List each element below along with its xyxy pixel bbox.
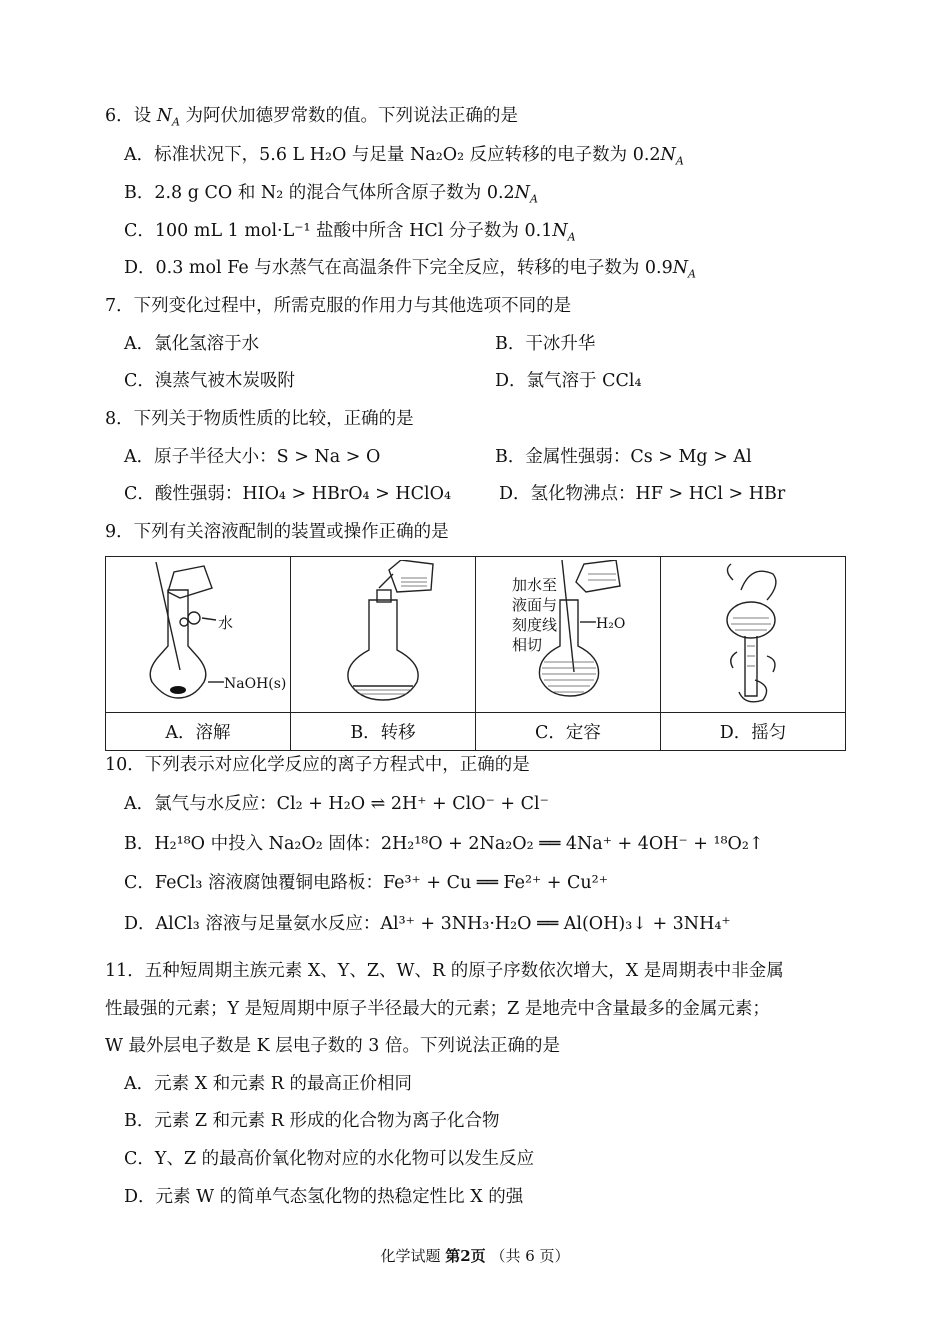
q8-option-a: A．原子半径大小：S > Na > O xyxy=(124,447,381,467)
caption-a: A．溶解 xyxy=(106,713,291,751)
q10-option-d: D．AlCl₃ 溶液与足量氨水反应：Al³⁺ + 3NH₃·H₂O ══ Al(OH)₃↓ + 3NH₄⁺ xyxy=(124,914,731,934)
q11-stem-line1: 11．五种短周期主族元素 X、Y、Z、W、R 的原子序数依次增大，X 是周期表中非金属 xyxy=(105,961,784,981)
q6-option-d: D．0.3 mol Fe 与水蒸气在高温条件下完全反应，转移的电子数为 $0.9N_A$ xyxy=(124,258,696,281)
label-add-water-3: 刻度线 xyxy=(512,615,558,634)
q11-stem-line3: W 最外层电子数是 K 层电子数的 3 倍。下列说法正确的是 xyxy=(105,1036,561,1056)
page-footer xyxy=(0,1245,950,1266)
q11-option-c: C．Y、Z 的最高价氧化物对应的水化物可以发生反应 xyxy=(124,1149,535,1169)
footer-page: 第2页 xyxy=(445,1247,486,1265)
q7-option-d: D．氯气溶于 CCl₄ xyxy=(495,371,642,391)
q8-stem: 8．下列关于物质性质的比较，正确的是 xyxy=(105,409,414,429)
label-add-water-4: 相切 xyxy=(512,635,543,654)
caption-c: C．定容 xyxy=(476,713,661,751)
q8-option-b: B．金属性强弱：Cs > Mg > Al xyxy=(495,447,752,467)
volumetric-flask-fill-illustration xyxy=(478,560,658,710)
label-water: 水 xyxy=(218,613,234,632)
label-h2o: H₂O xyxy=(596,615,626,632)
q7-option-c: C．溴蒸气被木炭吸附 xyxy=(124,371,295,391)
q6-option-b: B．2.8 g CO 和 N₂ 的混合气体所含原子数为 $0.2N_A$ xyxy=(124,183,538,206)
q9-apparatus-table xyxy=(105,556,846,751)
q8-option-c: C．酸性强弱：HIO₄ > HBrO₄ > HClO₄ xyxy=(124,484,451,504)
volumetric-flask-transfer-illustration xyxy=(293,560,473,710)
q8-option-d: D．氢化物沸点：HF > HCl > HBr xyxy=(499,484,786,504)
q10-option-c: C．FeCl₃ 溶液腐蚀覆铜电路板：Fe³⁺ + Cu ══ Fe²⁺ + Cu²⁺ xyxy=(124,873,608,893)
q10-stem: 10．下列表示对应化学反应的离子方程式中，正确的是 xyxy=(105,755,530,775)
q7-option-a: A．氯化氢溶于水 xyxy=(124,334,260,354)
q10-option-b: B．H₂¹⁸O 中投入 Na₂O₂ 固体：2H₂¹⁸O + 2Na₂O₂ ══ 4Na⁺ + 4OH⁻ + ¹⁸O₂↑ xyxy=(124,834,764,854)
volumetric-flask-dissolve-illustration xyxy=(108,560,288,710)
label-add-water-1: 加水至 xyxy=(512,575,558,594)
q11-stem-line2: 性最强的元素；Y 是短周期中原子半径最大的元素；Z 是地壳中含量最多的金属元素； xyxy=(105,999,770,1019)
figure-d-shake xyxy=(661,557,846,713)
na-symbol: $N_A$ xyxy=(156,106,180,129)
q6-option-a: A．标准状况下，5.6 L H₂O 与足量 Na₂O₂ 反应转移的电子数为 $0.2N_A$ xyxy=(124,145,684,168)
q7-stem: 7．下列变化过程中，所需克服的作用力与其他选项不同的是 xyxy=(105,296,572,316)
figure-c-constant-volume xyxy=(476,557,661,713)
q11-option-d: D．元素 W 的简单气态氢化物的热稳定性比 X 的强 xyxy=(124,1187,524,1207)
label-add-water-2: 液面与 xyxy=(512,595,558,614)
caption-b: B．转移 xyxy=(291,713,476,751)
label-naoh: NaOH(s) xyxy=(224,675,287,692)
q9-stem: 9．下列有关溶液配制的装置或操作正确的是 xyxy=(105,522,449,542)
q10-option-a: A．氯气与水反应：Cl₂ + H₂O ⇌ 2H⁺ + ClO⁻ + Cl⁻ xyxy=(124,794,549,814)
q7-option-b: B．干冰升华 xyxy=(495,334,596,354)
q11-option-b: B．元素 Z 和元素 R 形成的化合物为离子化合物 xyxy=(124,1111,500,1131)
q6-option-c: C．100 mL 1 mol·L⁻¹ 盐酸中所含 HCl 分子数为 $0.1N_A$ xyxy=(124,221,576,244)
caption-d: D．摇匀 xyxy=(661,713,846,751)
footer-subject: 化学试题 xyxy=(380,1247,441,1265)
flask-shake-hand-illustration xyxy=(663,560,843,710)
figure-a-dissolve xyxy=(106,557,291,713)
footer-total: （共 6 页） xyxy=(490,1247,570,1265)
q6-stem: 6．设 $N_A$ 为阿伏加德罗常数的值。下列说法正确的是 xyxy=(105,106,519,129)
q11-option-a: A．元素 X 和元素 R 的最高正价相同 xyxy=(124,1074,413,1094)
figure-b-transfer xyxy=(291,557,476,713)
